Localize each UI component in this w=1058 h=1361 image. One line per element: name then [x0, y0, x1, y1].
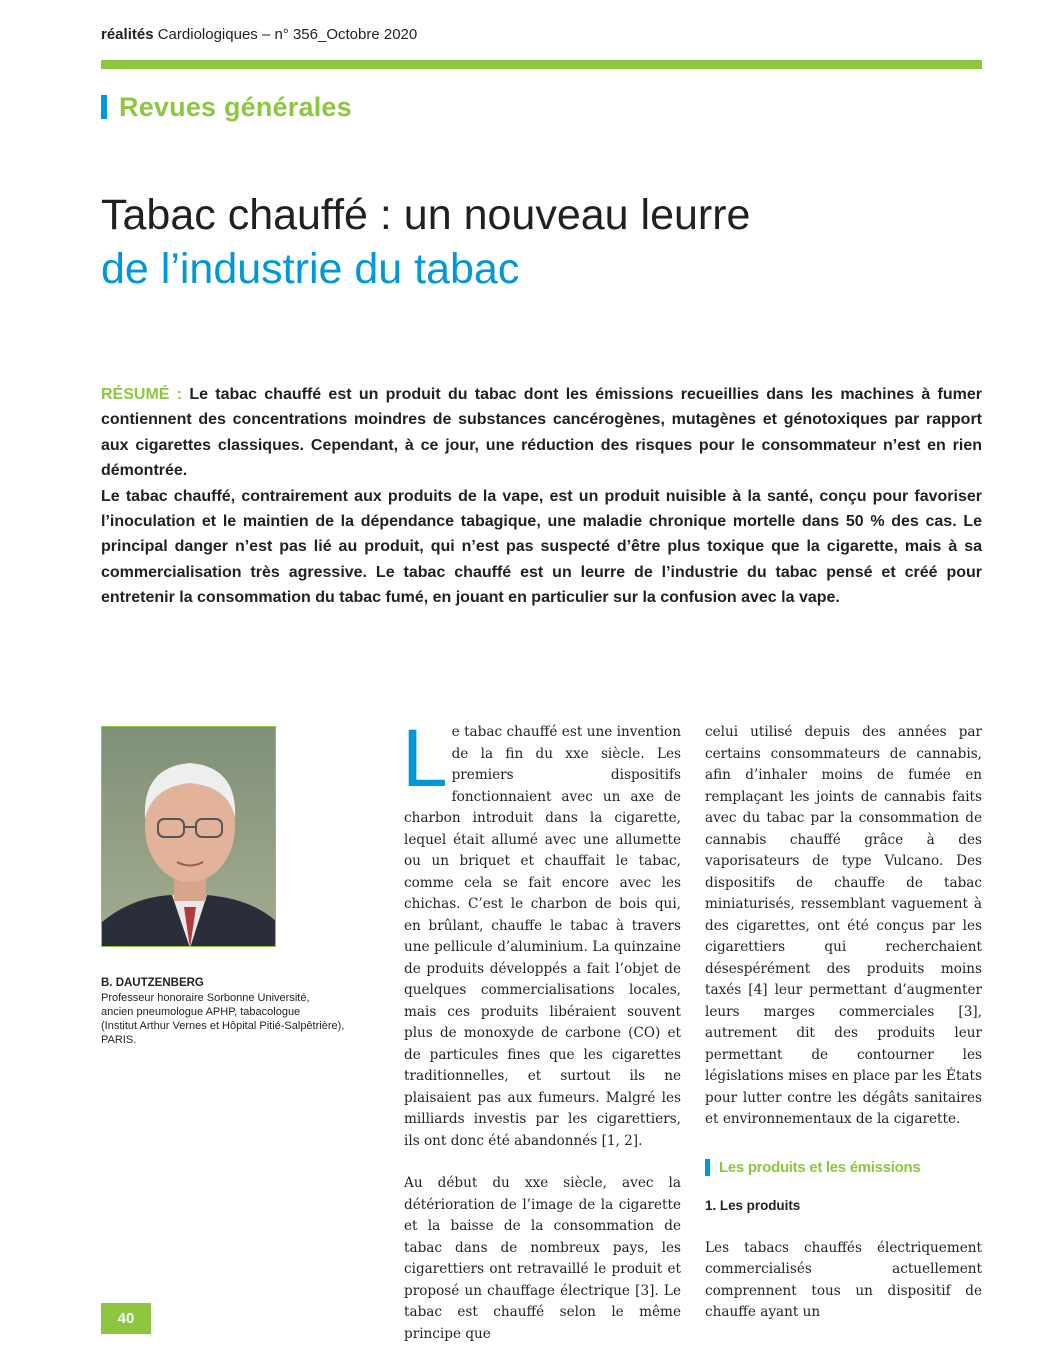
page-number: 40 [101, 1303, 151, 1334]
author-portrait-image [102, 727, 276, 947]
drop-cap: L [402, 713, 448, 804]
section-heading [101, 92, 352, 122]
subsubsection-heading: 1. Les produits [705, 1198, 801, 1213]
body-column-2 [705, 722, 982, 1324]
abstract-text-1: Le tabac chauffé est un produit du tabac dont les émissions recueillies dans les machines à fumer contiennent des concentrations moindres de substances cancérogènes, mutagènes et génotoxiques par rapport aux cigarettes classiques. Cependant, à ce jour, une réduction des risques pour le consommateur n’est en rien démontrée. [101, 386, 983, 480]
article-title-line1: Tabac chauffé : un nouveau leurre [101, 191, 751, 239]
abstract-keyword: RÉSUMÉ : [101, 386, 183, 403]
author-affiliation-3: (Institut Arthur Vernes et Hôpital Pitié-Salpêtrière), [101, 1020, 345, 1032]
body-paragraph-1 [402, 713, 681, 1152]
author-affiliation-4: PARIS. [101, 1034, 137, 1046]
article-title-line2: de l’industrie du tabac [101, 245, 520, 293]
body-paragraph-4: Les tabacs chauffés électriquement commercialisés actuellement comprennent tous un dispositif de chauffe ayant un [705, 1239, 982, 1320]
abstract [101, 382, 982, 611]
journal-name: réalités [101, 26, 154, 43]
section-label: Revues générales [119, 91, 352, 122]
author-affiliation-2: ancien pneumologue APHP, tabacologue [101, 1006, 301, 1018]
section-marker [101, 95, 107, 119]
subsection-heading [705, 1157, 982, 1179]
subsection-marker [705, 1159, 710, 1176]
subsection-label: Les produits et les émissions [719, 1158, 921, 1176]
body-paragraph-2: Au début du xxe siècle, avec la détérioration de l’image de la cigarette et la baisse de la consommation de tabac dans de nombreux pays, les cigarettiers ont retravaillé le produit et proposé un chauffage électrique [3]. Le tabac est chauffé selon le même principe que [404, 1175, 681, 1342]
running-header [101, 26, 417, 43]
body-paragraph-3: celui utilisé depuis des années par certains consommateurs de cannabis, afin d’inhaler moins de fumée en remplaçant les joints de cannabis faits avec du tabac par la consommation de cannabis chauffé grâce à des vaporisateurs de type Vulcano. Des dispositifs de chauffe de tabac miniaturisés, ressemblant vaguement à des cigarettes, ont été conçus par les cigarettiers qui recherchaient désespérément des produits moins taxés [4] leur permettant d’augmenter leurs marges commerciales [3], autrement dit des produits leur permettant de contourner les législations mises en place par les États pour lutter contre les dégâts sanitaires et environnementaux de la cigarette. [705, 724, 982, 1127]
body-paragraph-1-text: e tabac chauffé est une invention de la fin du xxe siècle. Les premiers dispositifs fonctionnaient avec un axe de charbon introduit dans la cigarette, lequel était allumé avec une allumette ou un briquet et chauffait le tabac, comme cela se fait encore avec les chichas. C’est le charbon de bois qui, en brûlant, chauffe le tabac à travers une pellicule d’aluminium. La quinzaine de produits développés a fait l’objet de quelques commercialisations locales, mais ces produits libéraient souvent plus de monoxyde de carbone (CO) et de particules fines que les cigarettes traditionnelles, et surtout ils ne plaisaient pas aux fumeurs. Malgré les milliards investis par les cigarettiers, ils ont donc été abandonnés [1, 2]. [404, 724, 681, 1149]
author-affiliation-1: Professeur honoraire Sorbonne Université, [101, 992, 310, 1004]
author-photo [101, 726, 276, 947]
abstract-paragraph-1 [101, 382, 982, 484]
author-name: B. DAUTZENBERG [101, 977, 204, 989]
header-rule [101, 60, 982, 69]
article-title [101, 188, 750, 296]
journal-issue: Cardiologiques – n° 356_Octobre 2020 [157, 26, 418, 43]
body-column-1 [402, 713, 681, 1345]
abstract-paragraph-2: Le tabac chauffé, contrairement aux produits de la vape, est un produit nuisible à la santé, conçu pour favoriser l’inoculation et le maintien de la dépendance tabagique, une maladie chronique mortelle dans 50 % des cas. Le principal danger n’est pas lié au produit, qui n’est pas suspecté d’être plus toxique que la cigarette, mais à sa commercialisation très agressive. Le tabac chauffé est un leurre de l’industrie du tabac pensé et créé pour entretenir la consommation du tabac fumé, en jouant en particulier sur la confusion avec la vape. [101, 487, 982, 607]
author-info [101, 976, 381, 1047]
